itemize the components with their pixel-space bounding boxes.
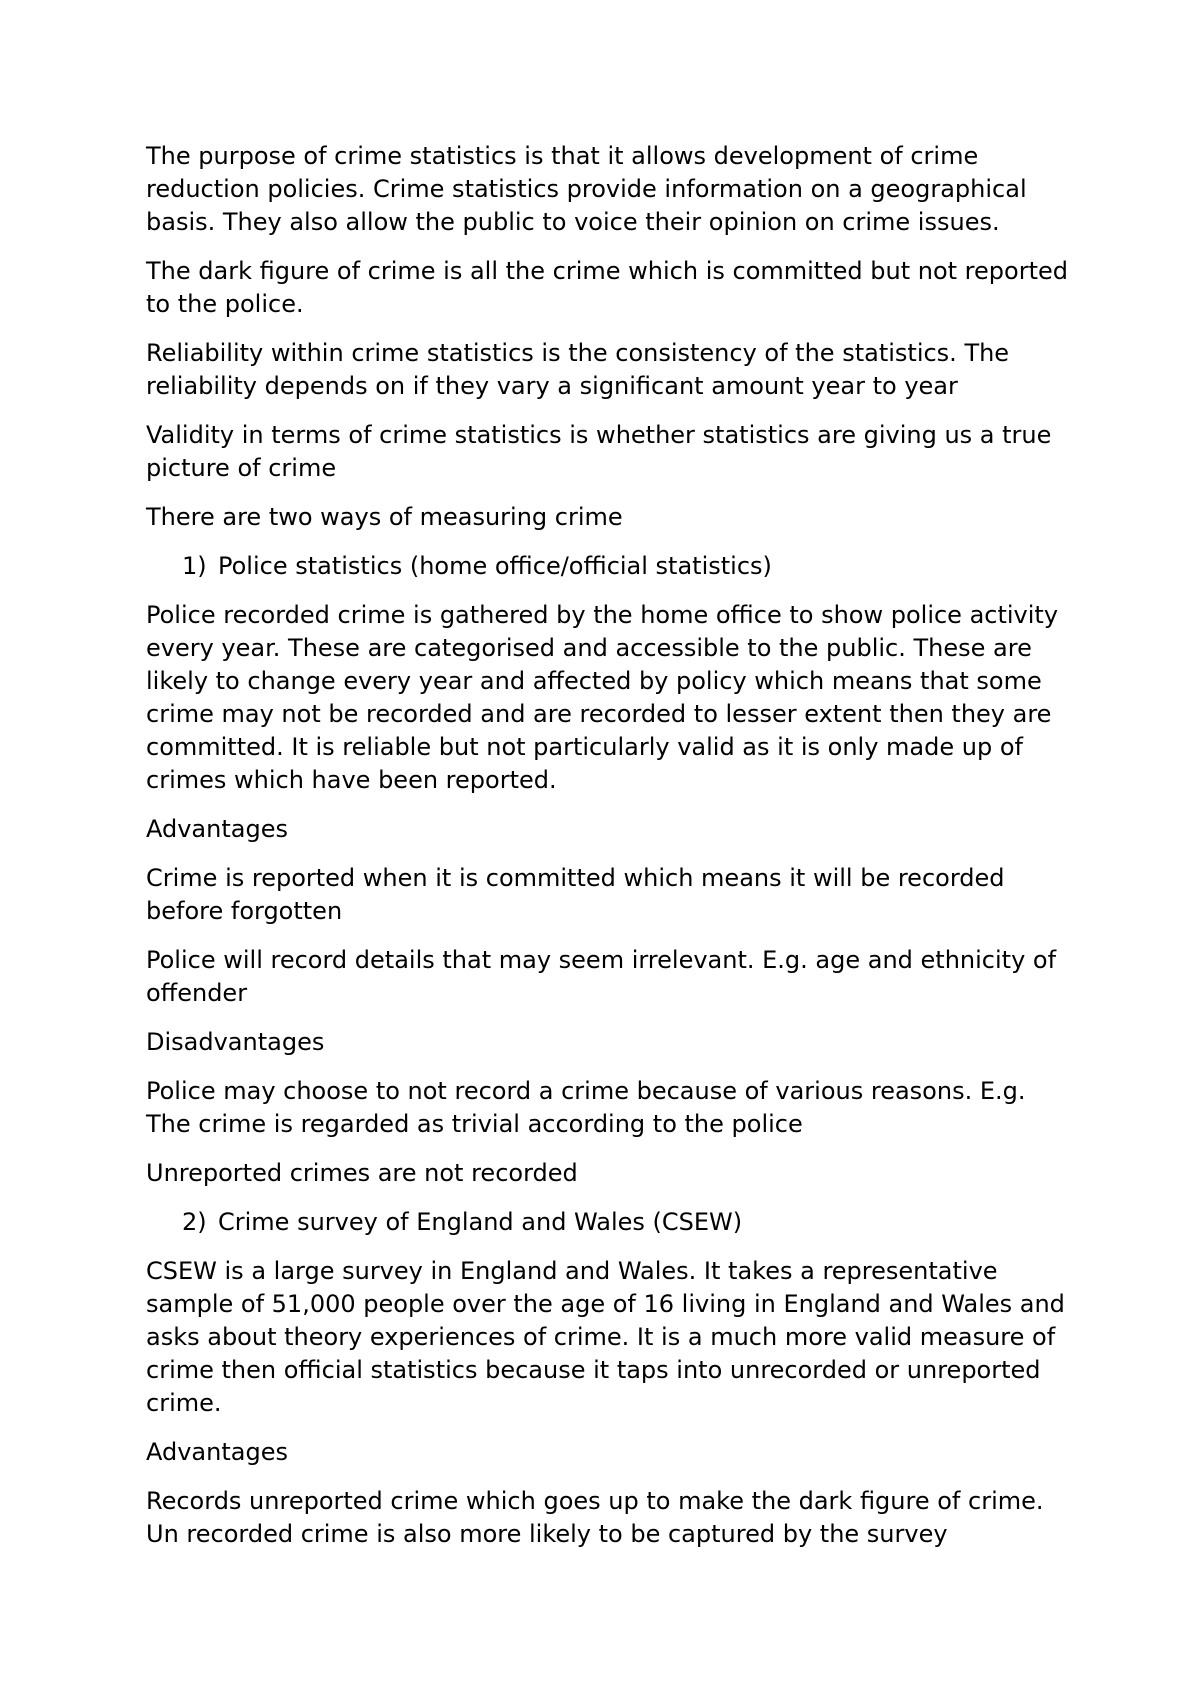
paragraph-csew-advantage: Records unreported crime which goes up to make the dark figure of crime. Un recorded crime is also more likely to be captured by the survey (146, 1487, 1044, 1548)
heading-disadvantages: Disadvantages (146, 1028, 325, 1056)
list-number: 2) (182, 1208, 207, 1236)
paragraph-disadvantage-choose: Police may choose to not record a crime because of various reasons. E.g. The crime is regarded as trivial according to the police (146, 1077, 1026, 1138)
list-number: 1) (182, 552, 207, 580)
paragraph-police-recorded-crime: Police recorded crime is gathered by the home office to show police activity every year. These are categorised and accessible to the public. These are likely to change every year and affected by policy which means that some crime may not be recorded and are recorded to lesser extent then they are committed. It is reliable but not particularly valid as it is only made up of crimes which have been reported. (146, 601, 1059, 794)
paragraph-purpose: The purpose of crime statistics is that it allows development of crime reduction policies. Crime statistics provide information on a geographical basis. They also allow the public to voice their opinion on crime issues. (146, 142, 1027, 236)
paragraph-two-ways: There are two ways of measuring crime (146, 503, 623, 531)
paragraph-disadvantage-unreported: Unreported crimes are not recorded (146, 1159, 578, 1187)
paragraph-advantage-reported: Crime is reported when it is committed which means it will be recorded before forgotten (146, 864, 1005, 925)
paragraph-dark-figure: The dark figure of crime is all the crime which is committed but not reported to the police. (146, 257, 1068, 318)
list-item-text: Police statistics (home office/official statistics) (218, 552, 772, 580)
paragraph-csew-description: CSEW is a large survey in England and Wales. It takes a representative sample of 51,000 people over the age of 16 living in England and Wales and asks about theory experiences of crime. It is a much more valid measure of crime then official statistics because it taps into unrecorded or unreported crime. (146, 1257, 1065, 1417)
document-page (146, 140, 1076, 1567)
list-item-police-statistics (146, 550, 1076, 583)
heading-advantages: Advantages (146, 815, 288, 843)
paragraph-advantage-details: Police will record details that may seem irrelevant. E.g. age and ethnicity of offender (146, 946, 1057, 1007)
list-item-csew (146, 1206, 1076, 1239)
heading-advantages: Advantages (146, 1438, 288, 1466)
paragraph-validity: Validity in terms of crime statistics is whether statistics are giving us a true picture of crime (146, 421, 1052, 482)
paragraph-reliability: Reliability within crime statistics is the consistency of the statistics. The reliability depends on if they vary a significant amount year to year (146, 339, 1010, 400)
list-item-text: Crime survey of England and Wales (CSEW) (218, 1208, 743, 1236)
